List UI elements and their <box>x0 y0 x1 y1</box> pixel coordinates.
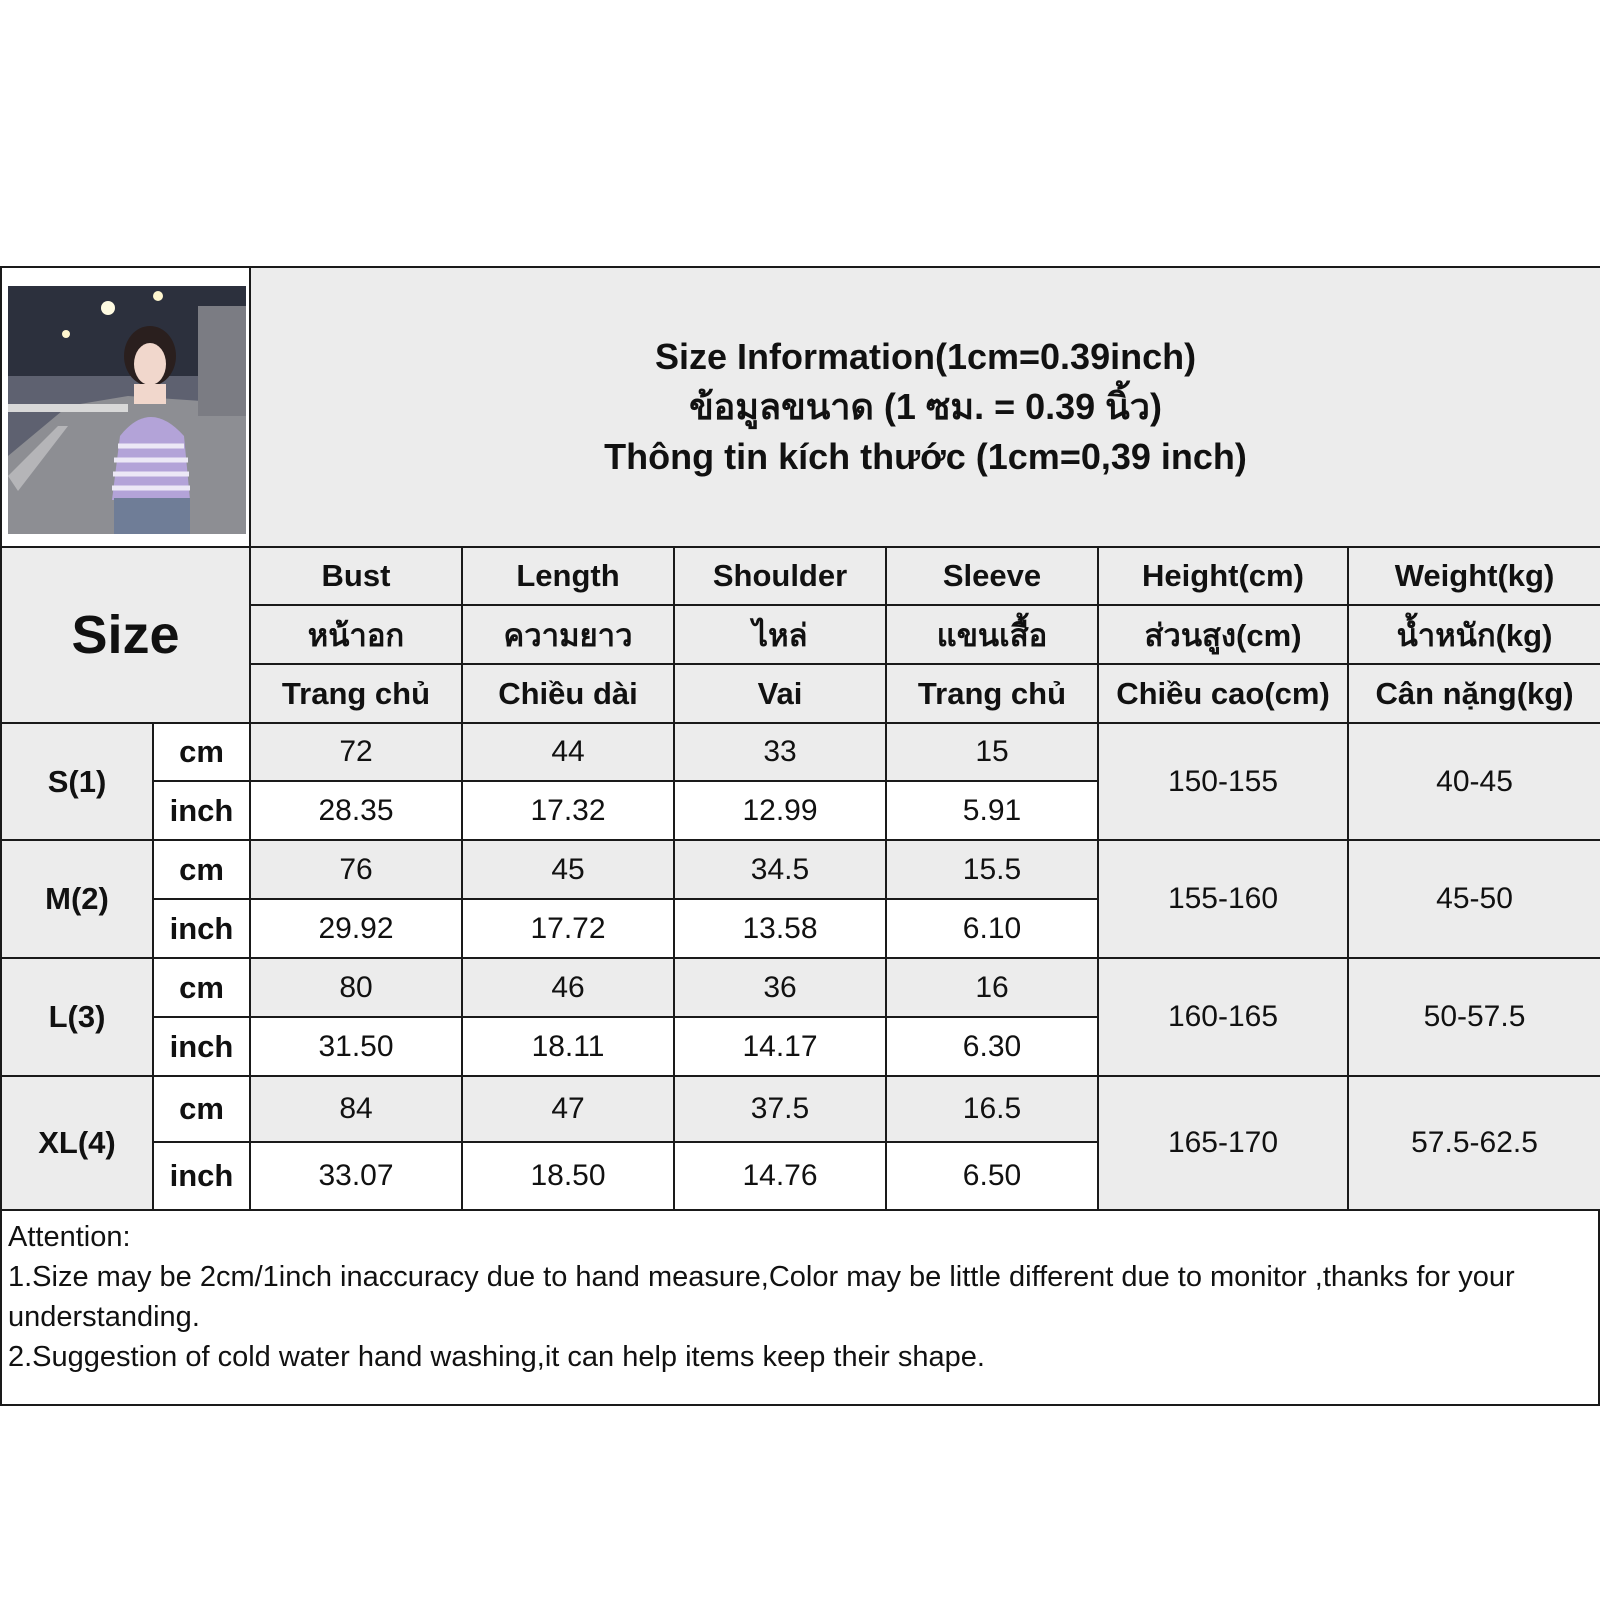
attention-note-1: 1.Size may be 2cm/1inch inaccuracy due to hand measure,Color may be little different due to monitor ,thanks for your understanding. <box>8 1261 1515 1333</box>
col-bust-vi: Trang chủ <box>250 664 462 723</box>
sleeve-inch: 5.91 <box>886 781 1098 840</box>
weight-range: 45-50 <box>1348 840 1600 958</box>
unit-label-cm: cm <box>153 723 250 781</box>
size-label-s: S(1) <box>1 723 153 840</box>
length-cm: 46 <box>462 958 674 1017</box>
unit-label-inch: inch <box>153 1017 250 1076</box>
col-height-en: Height(cm) <box>1098 547 1348 605</box>
sleeve-cm: 15.5 <box>886 840 1098 899</box>
height-range: 155-160 <box>1098 840 1348 958</box>
col-height-vi: Chiều cao(cm) <box>1098 664 1348 723</box>
col-weight-en: Weight(kg) <box>1348 547 1600 605</box>
shoulder-inch: 14.76 <box>674 1142 886 1210</box>
header-title-en: Size Information(1cm=0.39inch) <box>654 336 1197 377</box>
size-header-cell: Size <box>1 547 250 723</box>
attention-notes <box>0 1211 1600 1406</box>
col-shoulder-en: Shoulder <box>674 547 886 605</box>
attention-title: Attention: <box>8 1221 131 1253</box>
size-table <box>0 266 1600 1211</box>
col-shoulder-th: ไหล่ <box>674 605 886 664</box>
col-length-en: Length <box>462 547 674 605</box>
size-info-header <box>250 267 1600 547</box>
length-inch: 18.11 <box>462 1017 674 1076</box>
shoulder-inch: 12.99 <box>674 781 886 840</box>
height-range: 150-155 <box>1098 723 1348 840</box>
size-chart <box>0 266 1600 1406</box>
size-label-m: M(2) <box>1 840 153 958</box>
bust-cm: 72 <box>250 723 462 781</box>
shoulder-cm: 37.5 <box>674 1076 886 1142</box>
bust-inch: 33.07 <box>250 1142 462 1210</box>
shoulder-cm: 33 <box>674 723 886 781</box>
attention-note-2: 2.Suggestion of cold water hand washing,it can help items keep their shape. <box>8 1341 985 1373</box>
bust-cm: 84 <box>250 1076 462 1142</box>
length-cm: 44 <box>462 723 674 781</box>
unit-label-inch: inch <box>153 1142 250 1210</box>
sleeve-inch: 6.50 <box>886 1142 1098 1210</box>
height-range: 160-165 <box>1098 958 1348 1076</box>
table-row <box>1 1076 1600 1142</box>
bust-inch: 29.92 <box>250 899 462 958</box>
col-sleeve-th: แขนเสื้อ <box>886 605 1098 664</box>
col-length-vi: Chiều dài <box>462 664 674 723</box>
shoulder-inch: 14.17 <box>674 1017 886 1076</box>
size-label-l: L(3) <box>1 958 153 1076</box>
bust-inch: 28.35 <box>250 781 462 840</box>
unit-label-cm: cm <box>153 958 250 1017</box>
sleeve-cm: 15 <box>886 723 1098 781</box>
length-cm: 47 <box>462 1076 674 1142</box>
col-bust-en: Bust <box>250 547 462 605</box>
unit-label-inch: inch <box>153 899 250 958</box>
model-photo-cell <box>1 267 250 547</box>
sleeve-inch: 6.30 <box>886 1017 1098 1076</box>
shoulder-cm: 36 <box>674 958 886 1017</box>
model-photo-icon <box>8 286 246 534</box>
sleeve-cm: 16 <box>886 958 1098 1017</box>
header-title-vi: Thông tin kích thước (1cm=0,39 inch) <box>604 436 1247 477</box>
weight-range: 40-45 <box>1348 723 1600 840</box>
col-sleeve-en: Sleeve <box>886 547 1098 605</box>
shoulder-cm: 34.5 <box>674 840 886 899</box>
col-bust-th: หน้าอก <box>250 605 462 664</box>
col-length-th: ความยาว <box>462 605 674 664</box>
table-row <box>1 840 1600 899</box>
length-inch: 17.72 <box>462 899 674 958</box>
weight-range: 50-57.5 <box>1348 958 1600 1076</box>
table-row <box>1 723 1600 781</box>
length-inch: 17.32 <box>462 781 674 840</box>
col-weight-th: น้ำหนัก(kg) <box>1348 605 1600 664</box>
sleeve-cm: 16.5 <box>886 1076 1098 1142</box>
length-cm: 45 <box>462 840 674 899</box>
table-row <box>1 958 1600 1017</box>
shoulder-inch: 13.58 <box>674 899 886 958</box>
col-weight-vi: Cân nặng(kg) <box>1348 664 1600 723</box>
col-sleeve-vi: Trang chủ <box>886 664 1098 723</box>
bust-cm: 76 <box>250 840 462 899</box>
col-shoulder-vi: Vai <box>674 664 886 723</box>
col-height-th: ส่วนสูง(cm) <box>1098 605 1348 664</box>
unit-label-inch: inch <box>153 781 250 840</box>
size-label-xl: XL(4) <box>1 1076 153 1210</box>
unit-label-cm: cm <box>153 1076 250 1142</box>
model-photo <box>8 286 246 534</box>
bust-cm: 80 <box>250 958 462 1017</box>
header-title-th: ข้อมูลขนาด (1 ซม. = 0.39 นิ้ว) <box>689 386 1162 427</box>
unit-label-cm: cm <box>153 840 250 899</box>
weight-range: 57.5-62.5 <box>1348 1076 1600 1210</box>
sleeve-inch: 6.10 <box>886 899 1098 958</box>
bust-inch: 31.50 <box>250 1017 462 1076</box>
height-range: 165-170 <box>1098 1076 1348 1210</box>
length-inch: 18.50 <box>462 1142 674 1210</box>
